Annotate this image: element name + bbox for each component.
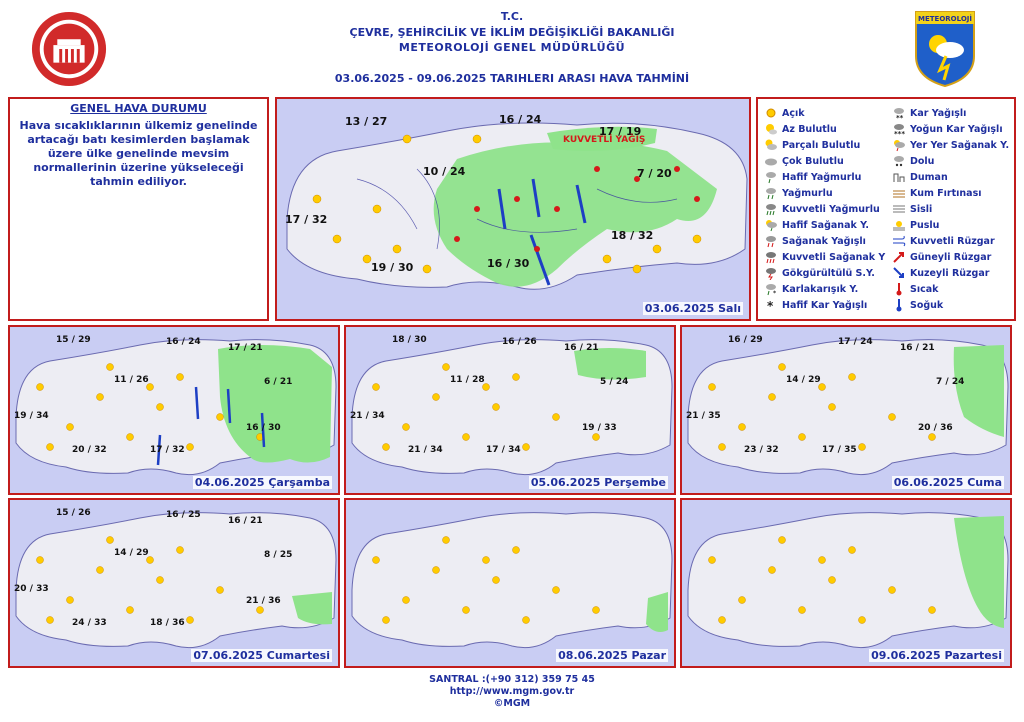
legend-column-right [892,105,1009,313]
thunderstorm-icon [764,266,778,280]
sun-icon [157,577,164,584]
day-label: 06.06.2025 Cuma [893,476,1002,489]
temp-label: 6 / 21 [264,377,293,387]
day-label: 08.06.2025 Pazar [558,649,666,662]
legend-item: Kuvvetli Yağmurlu [764,201,885,217]
fog-icon [892,202,906,216]
sun-icon [383,617,390,624]
legend-item: Parçalı Bulutlu [764,137,885,153]
mgm-logo [912,8,978,88]
temp-label: 16 / 21 [900,343,935,353]
sun-icon [97,394,104,401]
sun-icon [769,567,776,574]
legend-item: Gökgürültülü S.Y. [764,265,885,281]
map-canvas-day-7 [682,500,1012,668]
legend-item: Kum Fırtınası [892,185,1009,201]
header-ministry: ÇEVRE, ŞEHİRCİLİK VE İKLİM DEĞİŞİKLİĞİ BAKANLIĞI [349,26,675,39]
temp-label: 16 / 21 [564,343,599,353]
temp-label: 16 / 26 [502,337,537,347]
scattered-shower-icon [892,138,906,152]
temp-label: 17 / 32 [285,213,328,226]
svg-text:*: * [773,290,777,296]
sun-icon [107,537,114,544]
sun-icon [257,607,264,614]
sun-icon [443,537,450,544]
light-rain-icon [764,170,778,184]
map-canvas-day-2 [10,327,340,495]
temp-label: 16 / 25 [166,510,201,520]
north-wind-arrow-icon [892,266,906,280]
sun-icon [187,444,194,451]
sun-icon [523,617,530,624]
legend-item: Çok Bulutlu [764,153,885,169]
legend-item: Açık [764,105,885,121]
sun-icon [889,414,896,421]
sun-icon [127,434,134,441]
general-weather-text: Hava sıcaklıklarının ülkemiz genelinde artacağı batı kesimlerden başlamak üzere ülke genelinde mevsim normallerinin üzerine yükseleceği tahmin ediliyor. [19,119,258,188]
header [0,0,1024,96]
map-canvas-day-6 [346,500,676,668]
forecast-map-day-3 [344,325,676,495]
temp-label: 19 / 30 [371,261,414,274]
legend-item: Kuvvetli Rüzgar [892,233,1009,249]
temp-label: 21 / 36 [246,596,281,606]
sun-icon [719,617,726,624]
temp-label: 18 / 36 [150,618,185,628]
temp-label: 14 / 29 [786,375,821,385]
general-weather-title: GENEL HAVA DURUMU [70,102,207,115]
temp-label: 5 / 24 [600,377,629,387]
temp-label: 20 / 32 [72,445,107,455]
temp-label: 15 / 29 [56,335,91,345]
cold-thermometer-icon [892,298,906,312]
forecast-map-day-6 [344,498,676,668]
temp-label: 17 / 19 [599,125,642,138]
sun-icon [157,404,164,411]
sun-icon [709,557,716,564]
legend-item: Kuzeyli Rüzgar [892,265,1009,281]
sun-icon [383,444,390,451]
legend-item: Hafif Yağmurlu [764,169,885,185]
sun-icon [593,434,600,441]
sun-icon [859,444,866,451]
temp-label: 19 / 34 [14,411,49,421]
sun-icon [769,394,776,401]
legend-item: Dolu [892,153,1009,169]
light-shower-icon [764,218,778,232]
general-weather-panel [8,97,269,321]
temp-label: 21 / 35 [686,411,721,421]
sun-icon [37,557,44,564]
hot-thermometer-icon [892,282,906,296]
sun-icon [443,364,450,371]
sun-icon [513,547,520,554]
shower-icon [764,234,778,248]
forecast-map-day-2 [8,325,340,495]
sun-icon [47,617,54,624]
rain-icon [764,186,778,200]
partly-cloudy-icon [764,138,778,152]
phone-number: SANTRAL :(+90 312) 359 75 45 [429,674,595,685]
temp-label: 7 / 20 [637,167,672,180]
sun-cloud-icon [764,122,778,136]
legend-item: Puslu [892,217,1009,233]
temp-label: 18 / 32 [611,229,654,242]
footer [0,674,1024,710]
heavy-rain-icon [764,202,778,216]
temp-label: 23 / 32 [744,445,779,455]
heavy-snow-icon [892,122,906,136]
sun-icon [859,617,866,624]
temp-label: 13 / 27 [345,115,388,128]
legend-item: Yer Yer Sağanak Y. [892,137,1009,153]
sun-icon [127,607,134,614]
day-label: 07.06.2025 Cumartesi [193,649,330,662]
sandstorm-icon [892,186,906,200]
svg-text:***: *** [894,130,905,136]
legend-item: Sisli [892,201,1009,217]
temp-label: 15 / 26 [56,508,91,518]
temp-label: 24 / 33 [72,618,107,628]
sleet-icon [764,282,778,296]
sun-icon [553,414,560,421]
day-label: 03.06.2025 Salı [644,302,741,315]
temp-label: 21 / 34 [350,411,385,421]
legend-item: Az Bulutlu [764,121,885,137]
map-canvas-day-4 [682,327,1012,495]
sun-icon [849,374,856,381]
legend-item: * Hafif Kar Yağışlı [764,297,885,313]
temp-label: 17 / 35 [822,445,857,455]
forecast-map-day-5 [8,498,340,668]
legend-column-left [764,105,885,313]
legend-item: Yağmurlu [764,185,885,201]
header-tc: T.C. [500,10,524,23]
temp-label: 11 / 28 [450,375,485,385]
copyright: ©MGM [493,698,531,709]
legend-item: ** Kar Yağışlı [892,105,1009,121]
temp-label: 16 / 29 [728,335,763,345]
hail-icon [892,154,906,168]
temp-label: 10 / 24 [423,165,466,178]
legend-item: Duman [892,169,1009,185]
legend-item: Kuvvetli Sağanak Y [764,249,885,265]
sun-icon [37,384,44,391]
sun-icon [403,424,410,431]
sun-icon [829,577,836,584]
legend-item: Hafif Sağanak Y. [764,217,885,233]
sun-icon [739,597,746,604]
sun-icon [779,537,786,544]
sun-icon [47,444,54,451]
temp-label: 16 / 24 [166,337,201,347]
legend-item: *** Yoğun Kar Yağışlı [894,123,1003,136]
sun-icon [463,607,470,614]
day-label: 04.06.2025 Çarşamba [194,476,330,489]
temp-label: 8 / 25 [264,550,293,560]
sun-icon [799,434,806,441]
temp-label: 21 / 34 [408,445,443,455]
sun-icon [829,404,836,411]
sun-icon [373,384,380,391]
sun-icon [493,577,500,584]
temp-label: 16 / 30 [487,257,530,270]
sun-icon [709,384,716,391]
temp-label: 16 / 30 [246,423,281,433]
haze-icon [892,218,906,232]
svg-text:METEOROLOJİ: METEOROLOJİ [918,15,972,23]
temp-label: 16 / 24 [499,113,542,126]
map-canvas-day-5 [10,500,340,668]
heavy-shower-icon [764,250,778,264]
forecast-map-day-4 [680,325,1012,495]
sun-icon [217,587,224,594]
sun-icon [97,567,104,574]
sun-icon [849,547,856,554]
temp-label: 11 / 26 [114,375,149,385]
day-label: 09.06.2025 Pazartesi [871,649,1002,662]
legend-item: * Karlakarışık Y. [764,281,885,297]
sun-icon [177,547,184,554]
sun-icon [739,424,746,431]
light-snow-icon [764,298,778,312]
temp-label: 17 / 32 [150,445,185,455]
legend-item: Soğuk [892,297,1009,313]
strong-wind-icon [892,234,906,248]
temp-label: 17 / 21 [228,343,263,353]
header-directorate: METEOROLOJİ GENEL MÜDÜRLÜĞÜ [398,41,626,54]
sun-icon [889,587,896,594]
temp-label: 19 / 33 [582,423,617,433]
map-canvas-day-1 [277,99,751,321]
sun-icon [187,617,194,624]
sun-icon [553,587,560,594]
sun-icon [373,557,380,564]
sun-icon [819,557,826,564]
forecast-map-day-1 [275,97,751,321]
legend-item: Sağanak Yağışlı [764,233,885,249]
temp-label: 17 / 24 [838,337,873,347]
sun-icon [433,567,440,574]
svg-text:*: * [767,299,774,312]
temp-label: 20 / 33 [14,584,49,594]
temp-label: 16 / 21 [228,516,263,526]
sun-icon [929,607,936,614]
temp-label: 7 / 24 [936,377,965,387]
sun-icon [929,434,936,441]
day-label: 05.06.2025 Perşembe [530,476,666,489]
snow-icon [892,106,906,120]
legend-panel [756,97,1016,321]
sun-icon [463,434,470,441]
sun-icon [433,394,440,401]
temp-label: 14 / 29 [114,548,149,558]
sun-icon [67,424,74,431]
sun-icon [764,106,778,120]
map-canvas-day-3 [346,327,676,495]
legend-item: Sıcak [892,281,1009,297]
sun-icon [523,444,530,451]
temp-label: 20 / 36 [918,423,953,433]
sun-icon [403,597,410,604]
temp-label: 18 / 30 [392,335,427,345]
heavy-rain-warning: KUVVETLİ YAĞIŞ [563,135,646,145]
sun-icon [593,607,600,614]
sun-icon [67,597,74,604]
header-date-range: 03.06.2025 - 09.06.2025 TARIHLERI ARASI HAVA TAHMİNİ [334,72,690,85]
sun-icon [217,414,224,421]
legend-item: Güneyli Rüzgar [892,249,1009,265]
website-link[interactable]: http://www.mgm.gov.tr [449,686,575,697]
temp-label: 17 / 34 [486,445,521,455]
sun-icon [779,364,786,371]
sun-icon [107,364,114,371]
smoke-icon [892,170,906,184]
south-wind-arrow-icon [892,250,906,264]
sun-icon [513,374,520,381]
forecast-map-day-7 [680,498,1012,668]
svg-text:**: ** [896,114,904,120]
sun-icon [493,404,500,411]
sun-icon [719,444,726,451]
sun-icon [799,607,806,614]
cloudy-icon [764,154,778,168]
sun-icon [483,557,490,564]
sun-icon [177,374,184,381]
